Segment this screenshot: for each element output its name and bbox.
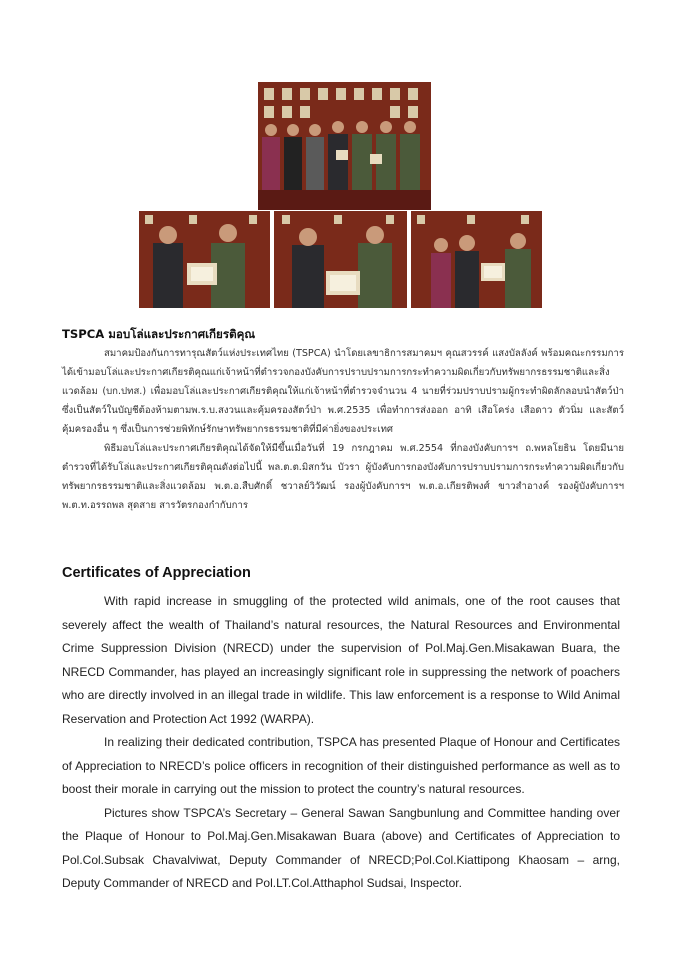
handover-photo-3 bbox=[411, 211, 542, 308]
english-paragraph: Pictures show TSPCA’s Secretary – General Sawan Sangbunlung and Committee handing over the Plaque of Honour to Pol.Maj.Gen.Misakawan Buara (above) and Certificates of Appreciation to Pol.Col.Subsak Chavalviwat, Deputy Commander of NRECD;Pol.Col.Kiattipong Khaosam – arng, Deputy Commander of NRECD and Pol.LT.Col.Atthaphol Sudsai, Inspector. bbox=[62, 805, 620, 890]
group-photo bbox=[258, 82, 431, 210]
thai-paragraph: สมาคมป้องกันการทารุณสัตว์แห่งประเทศไทย (TSPCA) นำโดยเลขาธิการสมาคมฯ คุณสวรรค์ แสงบัลลังค์ พร้อมคณะกรรมการได้เข้ามอบโล่และประกาศเกียรติคุณแก่เจ้าหน้าที่ตำรวจกองบังคับการปราบปรามการกระทำความผิดเกี่ยวกับทรัพยากรธรรมชาติและสิ่งแวดล้อม (บก.ปทส.) เพื่อมอบโล่และประกาศเกียรติคุณให้แก่เจ้าหน้าที่ตำรวจจำนวน 4 นายที่ร่วมปราบปรามผู้กระทำผิดลักลอบนำสัตว์ป่าซึ่งเป็นสัตว์ในบัญชีต้องห้ามตามพ.ร.บ.สงวนและคุ้มครองสัตว์ป่า พ.ศ.2535 เพื่อทำการส่งออก อาทิ เสือโคร่ง เสือดาว ตัวนิ่ม และสัตว์คุ้มครองอื่น ๆ ซึ่งเป็นการช่วยพิทักษ์รักษาทรัพยากรธรรมชาติที่มีค่ายิ่งของประเทศ bbox=[62, 348, 624, 435]
english-section-title: Certificates of Appreciation bbox=[62, 565, 251, 581]
english-section-body bbox=[62, 590, 620, 896]
thai-section-body bbox=[62, 344, 624, 515]
english-paragraph: In realizing their dedicated contribution, TSPCA has presented Plaque of Honour and Certificates of Appreciation to NRECD’s police officers in recognition of their distinguished performance as well as to boost their morale in carrying out the mission to protect the country’s natural resources. bbox=[62, 735, 620, 796]
thai-section-title: TSPCA มอบโล่และประกาศเกียรติคุณ bbox=[62, 327, 256, 341]
handover-photo-1 bbox=[139, 211, 270, 308]
thai-paragraph: พิธีมอบโล่และประกาศเกียรติคุณได้จัดให้มีขึ้นเมื่อวันที่ 19 กรกฎาคม พ.ศ.2554 ที่กองบังคับการฯ ถ.พหลโยธิน โดยมีนายตำรวจที่ได้รับโล่และประกาศเกียรติคุณดังต่อไปนี้ พล.ต.ต.มิสกวัน บัวรา ผู้บังคับการกองบังคับการปราบปรามการกระทำความผิดเกี่ยวกับทรัพยากรธรรมชาติและสิ่งแวดล้อม พ.ต.อ.สืบศักดิ์ ชวาลย์วิวัฒน์ รองผู้บังคับการฯ พ.ต.อ.เกียรติพงศ์ ขาวสำอางค์ รองผู้บังคับการฯ พ.ต.ท.อรรถพล สุดสาย สารวัตรกองกำกับการ bbox=[62, 443, 624, 511]
english-paragraph: With rapid increase in smuggling of the protected wild animals, one of the root causes that severely affect the wealth of Thailand’s natural resources, the Natural Resources and Environmental Crime Suppression Division (NRECD) under the supervision of Pol.Maj.Gen.Misakawan Buara, the NRECD Commander, has played an increasingly significant role in suppressing the network of poachers who are directly involved in an illegal trade in wildlife. This law enforcement is a response to Wild Animal Reservation and Protection Act 1992 (WARPA). bbox=[62, 594, 620, 726]
handover-photo-2 bbox=[274, 211, 407, 308]
